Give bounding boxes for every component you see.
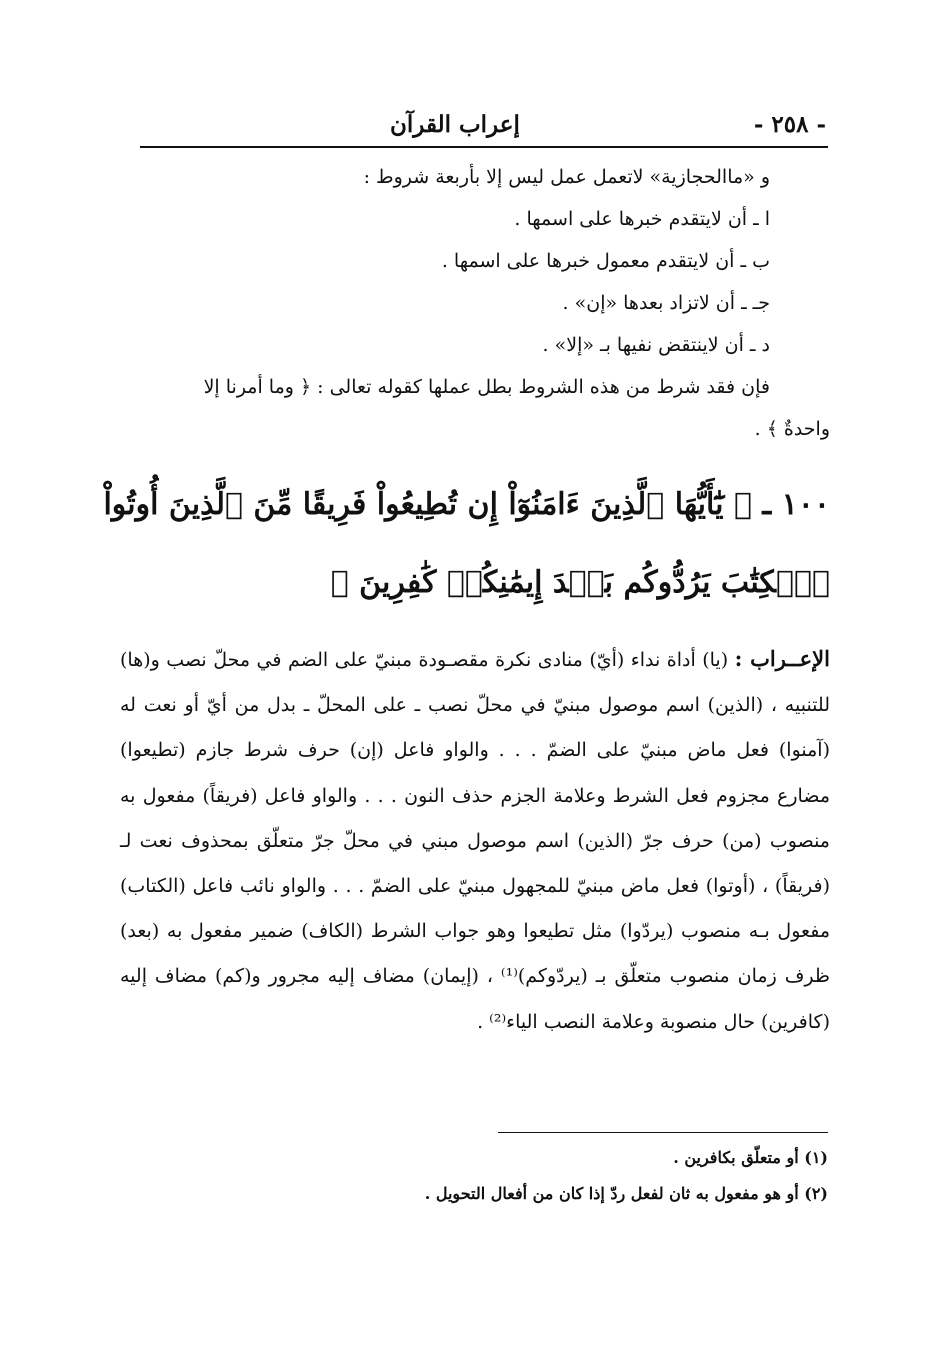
conditions-intro: و «ماالحجازية» لاتعمل عمل ليس إلا بأربعة شروط : — [363, 166, 770, 188]
condition-item-3: جـ ـ أن لاتزاد بعدها «إن» . — [562, 292, 770, 314]
conditions-closing-continued: واحدةٌ ﴾ . — [754, 418, 830, 440]
irab-text: (يا) أداة نداء (أيّ) منادى نكرة مقصـودة مبنيّ على الضم في محلّ نصب و(ها) للتنبيه ، (الذين) اسم موصول مبنيّ في محلّ نصب ـ على المحلّ ـ بدل من أيّ أو نعت له (آمنوا) فعل ماض مبنيّ على الضمّ . . . والواو فاعل (إن) حرف شرط جازم (تطيعوا) مضارع مجزوم فعل الشرط وعلامة الجزم حذف النون . . . والواو فاعل (فريقاً) مفعول به منصوب (من) حرف جرّ (الذين) اسم موصول مبني في محلّ جرّ متعلّق بمحذوف نعت لـ (فريقاً) ، (أوتوا) فعل ماض مبنيّ للمجهول مبنيّ على الضمّ . . . والواو نائب فاعل (الكتاب) مفعول بـه منصوب (يردّوا) مثل تطيعوا وهو جواب الشرط (الكاف) ضمير مفعول به (بعد) ظرف زمان منصوب متعلّق بـ (يردّوكم)⁽¹⁾ ، (إيمان) مضاف إليه مجرور و(كم) مضاف إليه (كافرين) حال منصوبة وعلامة النصب الياء⁽²⁾ . — [120, 649, 830, 1033]
conditions-closing: فإن فقد شرط من هذه الشروط بطل عملها كقوله تعالى : ﴿ وما أمرنا إلا — [203, 376, 770, 398]
quran-verse — [100, 466, 830, 622]
page-header — [140, 92, 826, 138]
page-number: - ٢٥٨ - — [753, 111, 826, 138]
footnote-1: (١) أو متعلّق بكافرين . — [673, 1148, 828, 1167]
condition-item-1: ا ـ أن لايتقدم خبرها على اسمها . — [514, 208, 770, 230]
condition-item-4: د ـ أن لاينتقض نفيها بـ «إلا» . — [542, 334, 770, 356]
book-title: إعراب القرآن — [390, 111, 520, 138]
verse-number: ١٠٠ ـ — [762, 487, 830, 522]
footnote-2: (٢) أو هو مفعول به ثان لفعل ردّ إذا كان من أفعال التحويل . — [424, 1184, 828, 1203]
irab-paragraph — [120, 636, 830, 1045]
conditions-section — [130, 156, 830, 450]
header-rule — [140, 146, 828, 148]
verse-text: ﴿ يَٰٓأَيُّهَا ٱلَّذِينَ ءَامَنُوٓاْ إِن تُطِيعُواْ فَرِيقًا مِّنَ ٱلَّذِينَ أُوتُواْ ٱلۡكِتَٰبَ يَرُدُّوكُم بَعۡدَ إِيمَٰنِكُمۡ كَٰفِرِينَ ﴾ — [103, 487, 830, 600]
irab-label: الإعــراب : — [734, 646, 830, 671]
footnote-rule — [498, 1132, 828, 1133]
footnotes — [200, 1140, 828, 1212]
condition-item-2: ب ـ أن لايتقدم معمول خبرها على اسمها . — [441, 250, 770, 272]
